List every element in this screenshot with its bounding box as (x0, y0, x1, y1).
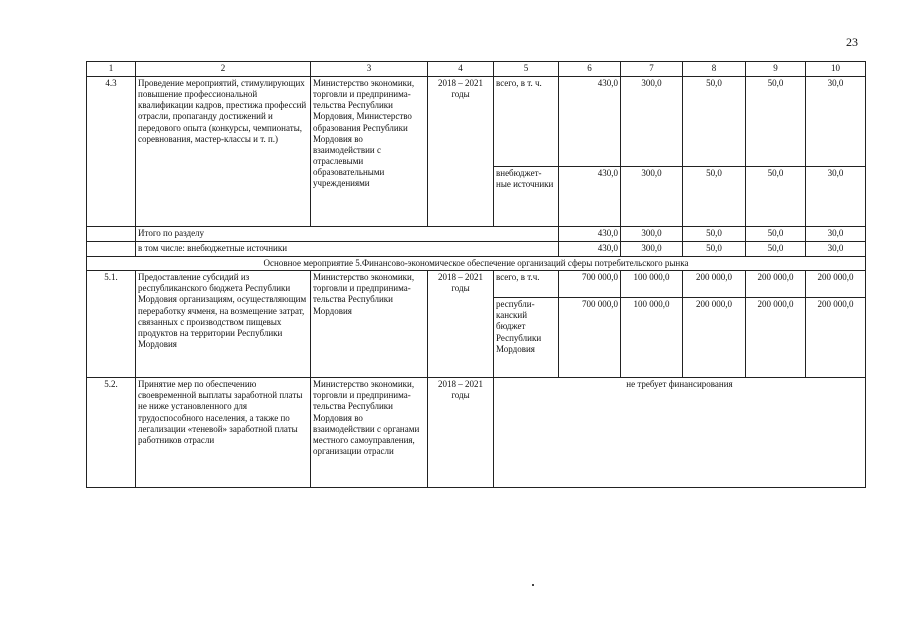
source-cell: республи-канский бюджет Республики Мордовия (494, 298, 559, 378)
value-cell: 50,0 (746, 227, 806, 242)
value-cell: 700 000,0 (559, 271, 621, 298)
value-cell: 30,0 (806, 77, 866, 167)
section-total-row (87, 227, 866, 242)
executor-cell: Министерство экономики, торговли и предпринима-тельства Республики Мордовия во взаимодействии с органами местного самоуправления, организации отрасли (311, 378, 428, 488)
including-row (87, 242, 866, 257)
value-cell: 200 000,0 (746, 271, 806, 298)
financing-note: не требует финансирования (494, 378, 866, 488)
table-row (87, 77, 866, 167)
value-cell: 300,0 (621, 227, 683, 242)
section-title-row (87, 257, 866, 271)
empty-cell (87, 227, 136, 242)
activity-cell: Принятие мер по обеспечению своевременной выплаты заработной платы не ниже установленного для трудоспособного населения, а также по легализации «теневой» заработной платы работников отрасли (136, 378, 311, 488)
value-cell: 430,0 (559, 242, 621, 257)
value-cell: 30,0 (806, 242, 866, 257)
value-cell: 200 000,0 (683, 298, 746, 378)
value-cell: 50,0 (746, 77, 806, 167)
value-cell: 50,0 (683, 77, 746, 167)
activity-cell: Проведение мероприятий, стимулирующих повышение профессиональной квалификации кадров, престижа профессий отрасли, пропаганду достижений и передового опыта (конкурсы, чемпионаты, соревнования, мастер-классы и т. п.) (136, 77, 311, 227)
value-cell: 50,0 (683, 227, 746, 242)
value-cell: 430,0 (559, 167, 621, 227)
value-cell: 430,0 (559, 227, 621, 242)
header-cell: 7 (621, 62, 683, 77)
value-cell: 300,0 (621, 77, 683, 167)
period-cell: 2018 – 2021 годы (428, 77, 494, 227)
header-cell: 8 (683, 62, 746, 77)
value-cell: 30,0 (806, 227, 866, 242)
value-cell: 200 000,0 (683, 271, 746, 298)
source-cell: всего, в т.ч. (494, 271, 559, 298)
header-cell: 1 (87, 62, 136, 77)
header-cell: 3 (311, 62, 428, 77)
header-cell: 5 (494, 62, 559, 77)
row-number: 5.1. (87, 271, 136, 378)
value-cell: 100 000,0 (621, 298, 683, 378)
scan-speck (532, 584, 534, 586)
value-cell: 200 000,0 (806, 271, 866, 298)
header-cell: 9 (746, 62, 806, 77)
value-cell: 200 000,0 (806, 298, 866, 378)
value-cell: 300,0 (621, 242, 683, 257)
section-title: Основное мероприятие 5.Финансово-экономическое обеспечение организаций сферы потребительского рынка (87, 257, 866, 271)
value-cell: 30,0 (806, 167, 866, 227)
value-cell: 50,0 (683, 167, 746, 227)
header-cell: 2 (136, 62, 311, 77)
header-cell: 10 (806, 62, 866, 77)
table-row (87, 378, 866, 488)
row-number: 5.2. (87, 378, 136, 488)
header-row (87, 62, 866, 77)
value-cell: 430,0 (559, 77, 621, 167)
value-cell: 50,0 (746, 167, 806, 227)
row-number: 4.3 (87, 77, 136, 227)
activity-cell: Предоставление субсидий из республиканского бюджета Республики Мордовия организациям, осуществляющим переработку ячменя, на возмещение затрат, связанных с производством пищевых продуктов на территории Республики Мордовия (136, 271, 311, 378)
header-cell: 4 (428, 62, 494, 77)
value-cell: 700 000,0 (559, 298, 621, 378)
value-cell: 100 000,0 (621, 271, 683, 298)
period-cell: 2018 – 2021 годы (428, 271, 494, 378)
empty-cell (87, 242, 136, 257)
source-cell: всего, в т. ч. (494, 77, 559, 167)
source-cell: внебюджет-ные источники (494, 167, 559, 227)
including-label: в том числе: внебюджетные источники (136, 242, 559, 257)
program-table (86, 61, 866, 488)
executor-cell: Министерство экономики, торговли и предпринима-тельства Республики Мордовия, Министерство образования Республики Мордовия во взаимодействии с отраслевыми образовательными учреждениями (311, 77, 428, 227)
value-cell: 300,0 (621, 167, 683, 227)
header-cell: 6 (559, 62, 621, 77)
section-total-label: Итого по разделу (136, 227, 559, 242)
value-cell: 200 000,0 (746, 298, 806, 378)
executor-cell: Министерство экономики, торговли и предпринима-тельства Республики Мордовия (311, 271, 428, 378)
value-cell: 50,0 (746, 242, 806, 257)
period-cell: 2018 – 2021 годы (428, 378, 494, 488)
page-number: 23 (846, 35, 858, 49)
value-cell: 50,0 (683, 242, 746, 257)
table-row (87, 271, 866, 298)
